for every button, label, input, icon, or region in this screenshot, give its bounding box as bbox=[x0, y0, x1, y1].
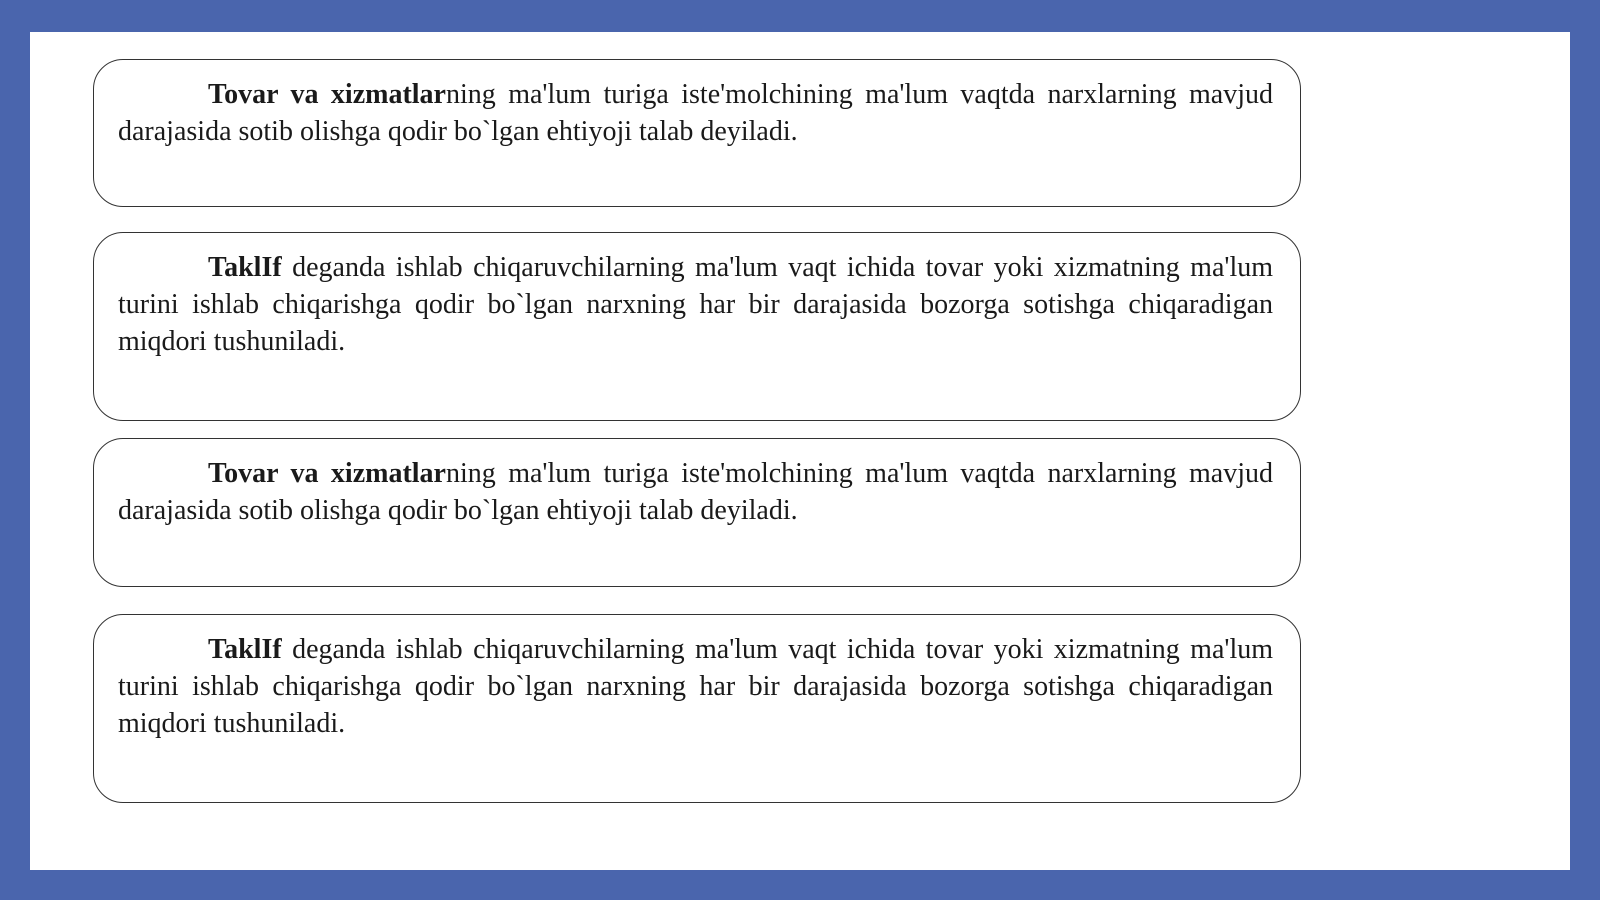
definition-card-demand-2 bbox=[93, 438, 1301, 587]
definition-card-supply-2 bbox=[93, 614, 1301, 803]
definition-card-supply-1 bbox=[93, 232, 1301, 421]
definition-term: TaklIf bbox=[208, 252, 282, 283]
slide-canvas bbox=[30, 32, 1570, 870]
definition-card-demand-1 bbox=[93, 59, 1301, 207]
definition-text: ning ma'lum turiga iste'molchining ma'lum vaqtda narxlarning mavjud darajasida sotib olishga qodir bo`lgan ehtiyoji talab deyiladi. bbox=[118, 79, 1274, 147]
definition-text: deganda ishlab chiqaruvchilarning ma'lum vaqt ichida tovar yoki xizmatning ma'lum turini ishlab chiqarishga qodir bo`lgan narxning har bir darajasida bozorga sotishga chiqaradigan miqdori tushuniladi. bbox=[118, 252, 1273, 357]
definition-term: TaklIf bbox=[208, 634, 282, 665]
definition-text: deganda ishlab chiqaruvchilarning ma'lum vaqt ichida tovar yoki xizmatning ma'lum turini ishlab chiqarishga qodir bo`lgan narxning har bir darajasida bozorga sotishga chiqaradigan miqdori tushuniladi. bbox=[118, 634, 1273, 739]
definition-term: Tovar va xizmatlar bbox=[208, 79, 446, 110]
definition-paragraph bbox=[118, 631, 1273, 742]
definition-paragraph bbox=[118, 249, 1273, 360]
definition-text: ning ma'lum turiga iste'molchining ma'lum vaqtda narxlarning mavjud darajasida sotib olishga qodir bo`lgan ehtiyoji talab deyiladi. bbox=[118, 458, 1274, 526]
definition-paragraph bbox=[118, 76, 1273, 150]
definition-paragraph bbox=[118, 455, 1273, 529]
definition-term: Tovar va xizmatlar bbox=[208, 458, 446, 489]
